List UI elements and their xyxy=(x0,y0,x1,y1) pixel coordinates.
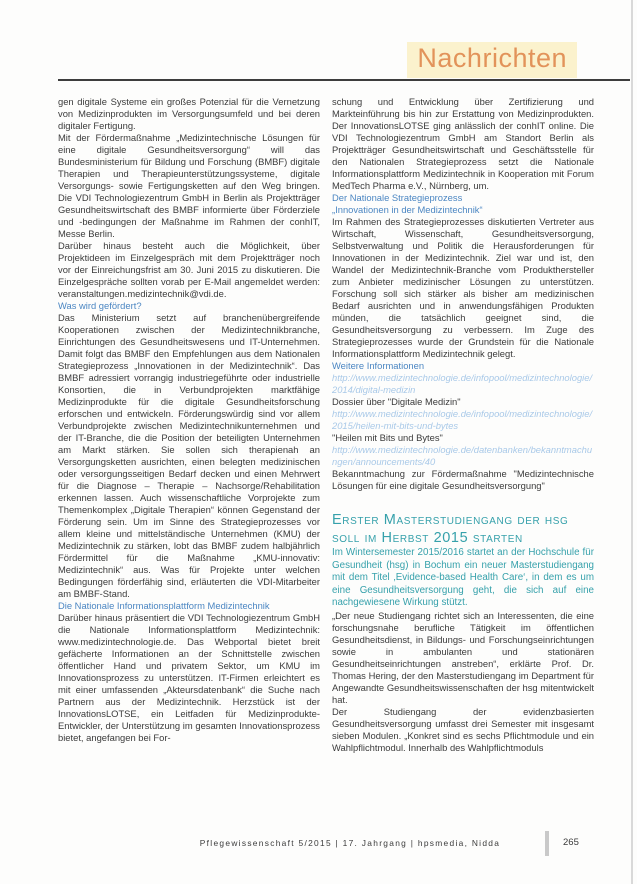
section-heading-line: Erster Masterstudiengang der hsg xyxy=(332,512,569,528)
section-heading-line: soll im Herbst 2015 starten xyxy=(332,529,523,546)
link-caption: Dossier über "Digitale Medizin" xyxy=(332,396,461,407)
subheading-weitere-informationen: Weitere Informationen xyxy=(332,360,425,371)
subheading-line: Der Nationale Strategieprozess xyxy=(332,192,463,203)
right-column xyxy=(332,96,594,754)
paragraph: schung und Entwicklung über Zertifizierung und Markteinführung bis hin zur Erstattung von Medizinprodukten. Der InnovationsLOTSE ging anlässlich der conhIT online. Die VDI Technologiezentrum GmbH am Standort Berlin als Projektträger Gesundheitswirtschaft und Geschäftsstelle für den Nationalen Strategieprozess setzt die Nationale Informationsplattform Medizintechnik in Kooperation mit Forum MedTech Pharma e.V., Nürnberg, um. xyxy=(332,96,594,191)
link-caption: "Heilen mit Bits und Bytes" xyxy=(332,432,443,443)
paragraph: Im Rahmen des Strategieprozesses diskutierten Vertreter aus Wirtschaft, Wissenschaft, Gesundheitsversorgung, Selbstverwaltung und Politik die Herausforderungen für Innovationen in der Medizintechnik. Ziel war und ist, den Wandel der Medizintechnik-Branche vom Produkthersteller zum Anbieter medizinischer Lösungen zu unterstützen. Forschung soll sich stärker als bisher am medizinischen Bedarf ausrichten und in anwendungsfähigen Produkten münden, die tatsächlich geeignet sind, die Gesundheitsversorgung zu verbessern. Im Zuge des Strategieprozesses wurde der Grundstein für die Nationale Informationsplattform Medizintechnik gelegt. xyxy=(332,216,594,359)
link-url[interactable]: http://www.medizintechnologie.de/infopool/medizintechnologie/2015/heilen-mit-bits-und-bytes xyxy=(332,408,593,431)
paragraph: „Der neue Studiengang richtet sich an Interessenten, die eine forschungsnahe berufliche Tätigkeit im öffentlichen Gesundheitsdienst, in Bildungs- und Forschungseinrichtungen sowie in ambulanten und stationären Gesundheitseinrichtungen anstreben“, erklärte Prof. Dr. Thomas Hering, der den Masterstudiengang im Department für Angewandte Gesundheitswissenschaften der hsg mitentwickelt hat. xyxy=(332,609,594,705)
link-url[interactable]: http://www.medizintechnologie.de/datenbanken/bekanntmachungen/announcements/40 xyxy=(332,444,593,467)
subheading-was-wird-gefoerdert: Was wird gefördert? xyxy=(58,300,142,311)
left-column xyxy=(58,96,320,754)
section-heading-masterstudiengang xyxy=(332,512,594,547)
subheading-line: „Innovationen in der Medizintechnik“ xyxy=(332,204,483,215)
paragraph: gen digitale Systeme ein großes Potenzial für die Vernetzung von Medizinprodukten im Versorgungsumfeld und bei deren digitaler Fertigung. xyxy=(58,96,320,131)
footer-journal-line: Pflegewissenschaft 5/2015 | 17. Jahrgang | hpsmedia, Nidda xyxy=(199,838,501,848)
link-list xyxy=(332,372,594,492)
paragraph: Der Studiengang der evidenzbasierten Gesundheitsversorgung umfasst drei Semester mit insgesamt sieben Modulen. „Konkret sind es sechs Pflichtmodule und ein Wahlpflichtmodul. Innerhalb des Wahlpflichtmoduls xyxy=(332,705,594,753)
subheading-strategieprozess xyxy=(332,192,594,216)
link-caption: Bekanntmachung zur Fördermaßnahme "Medizintechnische Lösungen für eine digitale Gesundheitsversorgung" xyxy=(332,468,594,491)
footer-divider xyxy=(545,831,549,856)
paragraph: Darüber hinaus präsentiert die VDI Technologiezentrum GmbH die Nationale Informationsplattform Medizintechnik: www.medizintechnologie.de. Das Webportal bietet breit gefächerte Informationen an der Schnittstelle zwischen öffentlicher Hand und privatem Sektor, um KMU im Innovationsprozess zu unterstützen. IT-Firmen erleichtert es mit einer umfassenden „Akteursdatenbank“ die Suche nach Partnern aus der Medizintechnik. Herzstück ist der InnovationsLOTSE, ein Leitfaden für Medizinprodukte-Entwickler, der Unterstützung im gesamten Innovationsprozess bietet, angefangen bei For- xyxy=(58,612,320,743)
page-number: 265 xyxy=(563,837,579,848)
section-intro: Im Wintersemester 2015/2016 startet an der Hochschule für Gesundheit (hsg) in Bochum ein neuer Masterstudiengang mit dem Titel ‚Evidence-based Health Care‘, in dem es um eine Gesundheitsversorgung geht, die sich auf eine nachgewiesene Wirkung stützt. xyxy=(332,547,594,609)
link-url[interactable]: http://www.medizintechnologie.de/infopool/medizintechnologie/2014/digital-medizin xyxy=(332,372,593,395)
paragraph: Mit der Fördermaßnahme „Medizintechnische Lösungen für eine digitale Gesundheitsversorgung“ will das Bundesministerium für Bildung und Forschung (BMBF) digitale Therapien und Therapieunterstützungssysteme, digitale Versorgungs- sowie Fertigungsketten auf den Weg bringen. Die VDI Technologiezentrum GmbH in Berlin als Projektträger Gesundheitswirtschaft des BMBF informierte über Förderziele und -bedingungen der Maßnahme im Rahmen der conhIT, Messe Berlin. xyxy=(58,132,320,239)
page-title: Nachrichten xyxy=(407,42,577,78)
article-columns xyxy=(58,96,594,754)
paragraph: Darüber hinaus besteht auch die Möglichkeit, über Projektideen im Einzelgespräch mit dem Projektträger noch vor der Einreichungsfrist am 30. Juni 2015 zu diskutieren. Die Einzelgespräche sollten vorab per E-Mail angemeldet werden: veranstaltungen.medizintechnik@vdi.de. xyxy=(58,240,320,299)
header-rule xyxy=(58,79,630,81)
subheading-informationsplattform: Die Nationale Informationsplattform Medizintechnik xyxy=(58,600,270,611)
paragraph: Das Ministerium setzt auf branchenübergreifende Kooperationen zwischen der Medizintechnikbranche, Einrichtungen des Gesundheitswesens und IT-Unternehmen. Damit folgt das BMBF den Empfehlungen aus dem Nationalen Strategieprozess „Innovationen in der Medizintechnik“. Das BMBF adressiert vorrangig industriegeführte oder industrielle Konsortien, die in Verbundprojekten marktfähige Medizinprodukte für die digitale Gesundheitsforschung erforschen und entwickeln. Förderungswürdig sind vor allem Verbundprojekte zwischen Medizintechnikunternehmen und der IT-Branche, die die Position der beteiligten Unternehmen am Markt stärken. Sie sollen sich therapienah an Versorgungsketten ausrichten, einen belegten medizinischen oder versorgungsseitigen Bedarf decken und einen Mehrwert für die Diagnose – Therapie – Nachsorge/Rehabilitation erkennen lassen. Auch wissenschaftliche Vorprojekte zum Themenkomplex „Digitale Therapien“ können Gegenstand der Förderung sein. Um im Sinne des Strategieprozesses vor allem kleine und mittelständische Unternehmen (KMU) der Medizintechnik zu stärken, lobt das BMBF zudem halbjährlich Fördermittel für die Maßnahme „KMU-innovativ: Medizintechnik“ aus. Was für Projekte unter welchen Bedingungen förderfähig sind, erläuterten die VDI-Mitarbeiter am BMBF-Stand. xyxy=(58,312,320,599)
